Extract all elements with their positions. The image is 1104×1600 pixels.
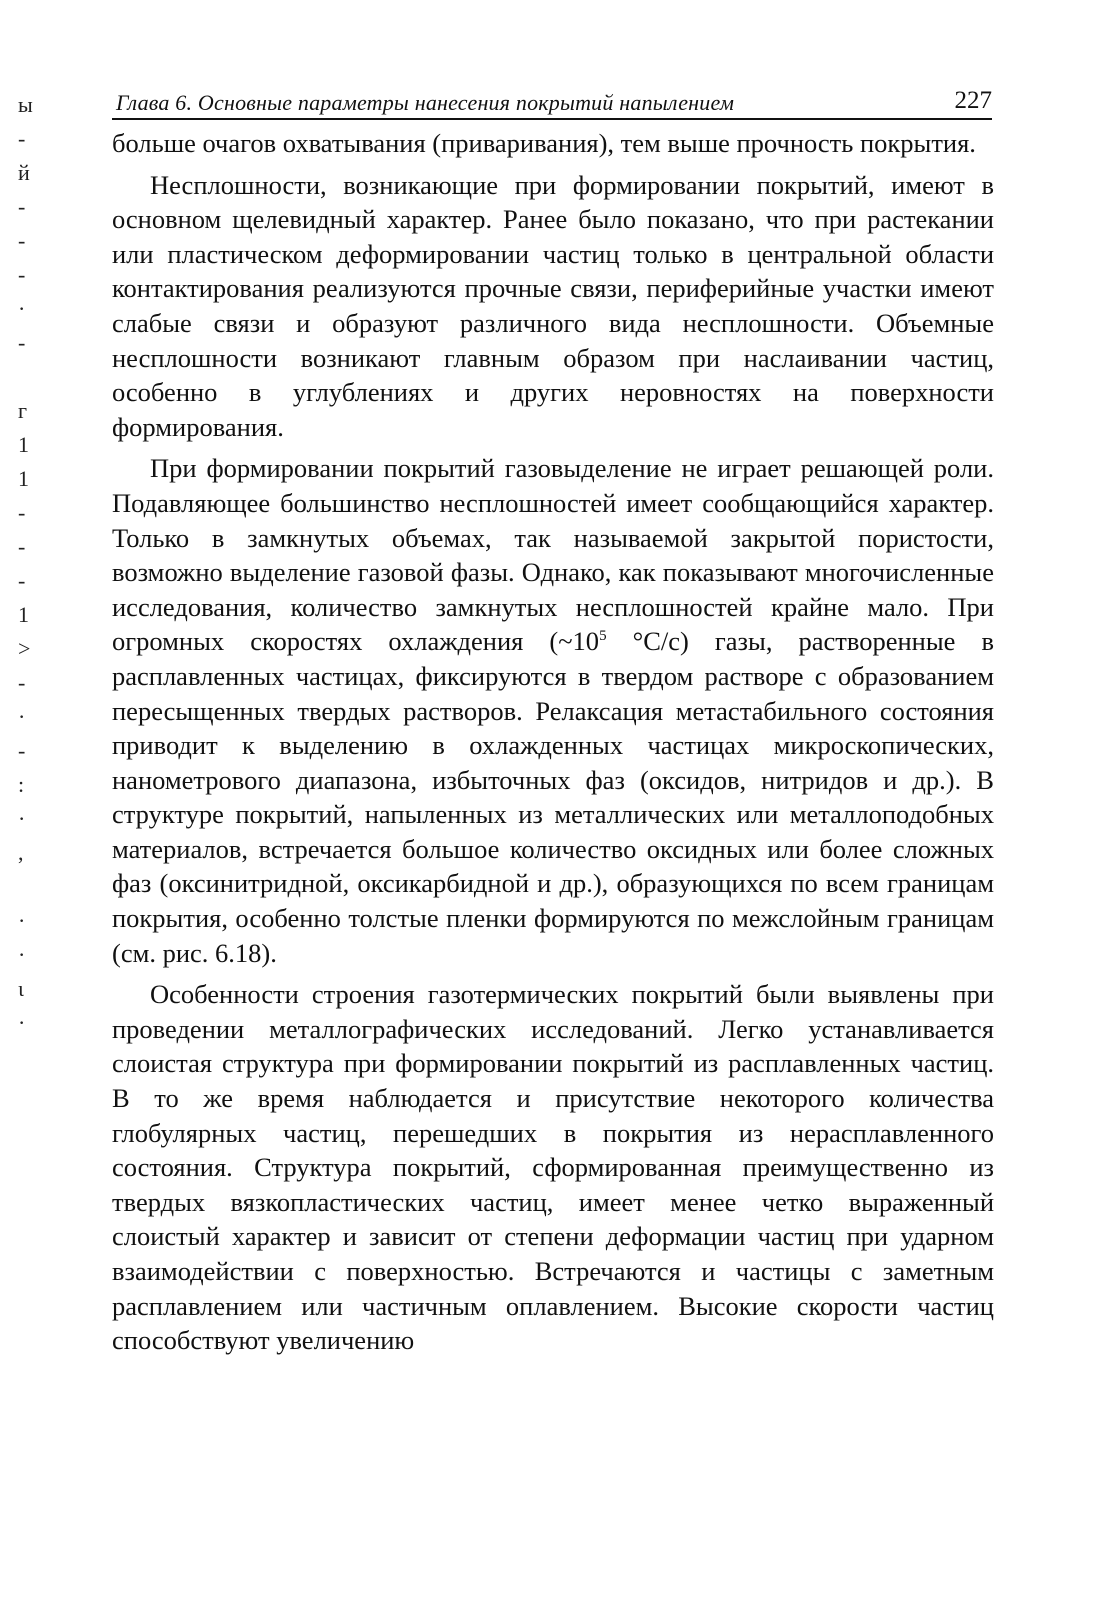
margin-mark: -	[18, 738, 26, 763]
margin-mark: -	[18, 568, 26, 593]
margin-mark: ·	[18, 942, 26, 967]
margin-mark: ·	[18, 1010, 26, 1035]
paragraph-text: °С/с) газы, растворенные в расплавленных частицах, фиксируются в твердом растворе с образованием пересыщенных твердых растворов. Релаксация метастабильного состояния приводит к выделению в охлажденных частицах микроскопических, нанометрового диапазона, избыточных фаз (оксидов, нитридов и др.). В структуре покрытий, напыленных из металлических или металлоподобных материалов, встречается большое количество оксидных или более сложных фаз (оксинитридной, оксикарбидной и др.), образующихся по всем границам покрытия, особенно толстые пленки формируются по межслойным границам (см. рис. 6.18).	[112, 626, 994, 968]
margin-mark: ι	[18, 976, 24, 1001]
page-number: 227	[954, 87, 992, 114]
margin-mark: ·	[18, 704, 26, 729]
margin-mark: ы	[18, 92, 33, 117]
margin-mark: -	[18, 500, 26, 525]
margin-mark: ·	[18, 908, 26, 933]
page-header	[112, 82, 992, 120]
paragraph-continued: больше очагов охватывания (приваривания), тем выше прочность покрытия.	[112, 128, 976, 158]
margin-mark: -	[18, 228, 26, 253]
body-text	[112, 126, 994, 1358]
margin-mark: й	[18, 160, 30, 185]
margin-mark: -	[18, 126, 26, 151]
superscript-exponent: 5	[599, 628, 607, 645]
running-head: Глава 6. Основные параметры нанесения покрытий напылением	[116, 90, 735, 115]
margin-mark: ,	[18, 840, 24, 865]
margin-mark: г	[18, 398, 28, 423]
paragraph: Несплошности, возникающие при формировании покрытий, имеют в основном щелевидный характер. Ранее было показано, что при растекании или пластическом деформировании частиц только в центральной области контактирования реализуются прочные связи, периферийные участки имеют слабые связи и образуют различного вида несплошности. Объемные несплошности возникают главным образом при наслаивании частиц, особенно в углублениях и других неровностях на поверхности формирования.	[112, 169, 994, 442]
margin-mark: -	[18, 194, 26, 219]
margin-mark: 1	[18, 602, 29, 627]
margin-mark	[18, 360, 48, 394]
margin-mark: -	[18, 534, 26, 559]
margin-mark: ·	[18, 296, 26, 321]
margin-mark: >	[18, 636, 31, 661]
margin-mark: 1	[18, 432, 29, 457]
margin-mark: -	[18, 670, 26, 695]
margin-mark: -	[18, 330, 26, 355]
margin-mark	[18, 870, 48, 904]
margin-mark: 1	[18, 466, 29, 491]
margin-mark: ·	[18, 806, 26, 831]
left-margin-marks	[18, 88, 48, 1088]
paragraph: Особенности строения газотермических покрытий были выявлены при проведении металлографических исследований. Легко устанавливается слоистая структура при формировании покрытий из расплавленных частиц. В то же время наблюдается и присутствие некоторого количества глобулярных частиц, перешедших в покрытия из нерасплавленного состояния. Структура покрытий, сформированная преимущественно из твердых вязкопластических частиц, имеет менее четко выраженный слоистый характер и зависит от степени деформации частиц при ударном взаимодействии с поверхностью. Встречаются и частицы с заметным расплавлением или частичным оплавлением. Высокие скорости частиц способствуют увеличению	[112, 979, 994, 1356]
margin-mark: :	[18, 772, 25, 797]
margin-mark: -	[18, 262, 26, 287]
paragraph	[112, 451, 994, 970]
paragraph-text: При формировании покрытий газовыделение не играет решающей роли. Подавляющее большинство несплошностей имеет сообщающийся характер. Только в замкнутых объемах, так называемой закрытой пористости, возможно выделение газовой фазы. Однако, как показывают многочисленные исследования, количество замкнутых несплошностей крайне мало. При огромных скоростях охлаждения (~10	[112, 453, 994, 657]
